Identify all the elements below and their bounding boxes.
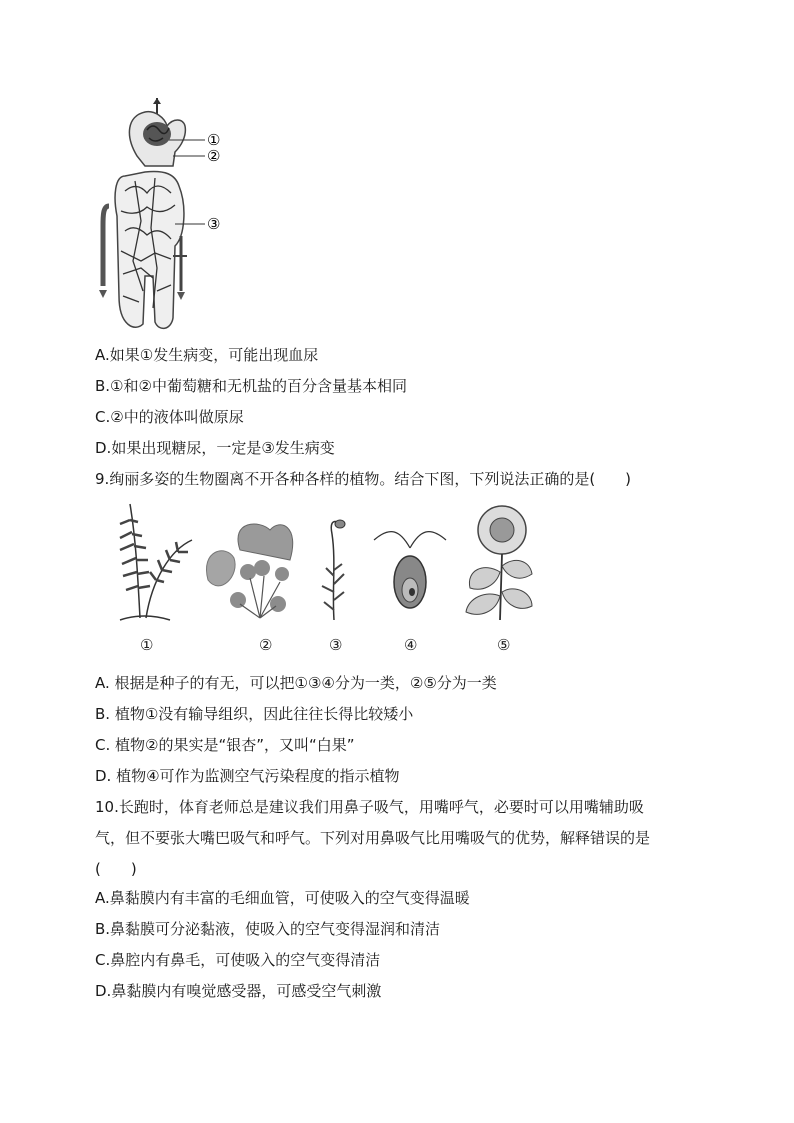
q8-option-b: B.①和②中葡萄糖和无机盐的百分含量基本相同 [95, 377, 407, 395]
plant-label-1: ① [140, 636, 154, 654]
moss-illustration [322, 520, 345, 620]
fern-illustration [120, 504, 192, 620]
q10-option-b: B.鼻黏膜可分泌黏液，使吸入的空气变得湿润和清洁 [95, 920, 441, 938]
q8-option-d: D.如果出现糖尿，一定是③发生病变 [95, 439, 335, 457]
sunflower-illustration [466, 506, 532, 620]
q10-option-d: D.鼻黏膜内有嗅觉感受器，可感受空气刺激 [95, 982, 382, 1000]
q9-option-d: D. 植物④可作为监测空气污染程度的指示植物 [95, 767, 400, 785]
plant-label-3: ③ [329, 636, 343, 654]
q9-option-c: C. 植物②的果实是“银杏”，又叫“白果” [95, 736, 355, 754]
figure1-label-3: ③ [207, 215, 221, 233]
q8-option-c: C.②中的液体叫做原尿 [95, 408, 244, 426]
plants-figure [100, 500, 550, 630]
q10-stem-line-2: 气，但不要张大嘴巴吸气和呼气。下列对用鼻吸气比用嘴吸气的优势，解释错误的是 [95, 829, 651, 847]
plant-label-5: ⑤ [497, 636, 511, 654]
q9-option-a: A. 根据是种子的有无，可以把①③④分为一类，②⑤分为一类 [95, 674, 497, 692]
ginkgo-illustration [206, 524, 292, 618]
q10-stem-line-3: ( ) [95, 860, 137, 878]
nephron-diagram [95, 96, 235, 336]
figure1-label-2: ② [207, 147, 221, 165]
q10-option-a: A.鼻黏膜内有丰富的毛细血管，可使吸入的空气变得温暖 [95, 889, 470, 907]
plant-label-2: ② [259, 636, 273, 654]
q9-stem: 9.绚丽多姿的生物圈离不开各种各样的植物。结合下图，下列说法正确的是( ) [95, 470, 632, 488]
q9-option-b: B. 植物①没有输导组织，因此往往长得比较矮小 [95, 705, 414, 723]
q10-option-c: C.鼻腔内有鼻毛，可使吸入的空气变得清洁 [95, 951, 381, 969]
plant-label-4: ④ [404, 636, 418, 654]
figure1-label-1: ① [207, 131, 221, 149]
q10-stem-line-1: 10.长跑时，体育老师总是建议我们用鼻子吸气，用嘴呼气，必要时可以用嘴辅助吸 [95, 798, 644, 816]
q8-option-a: A.如果①发生病变，可能出现血尿 [95, 346, 319, 364]
chlamydomonas-illustration [374, 532, 446, 608]
